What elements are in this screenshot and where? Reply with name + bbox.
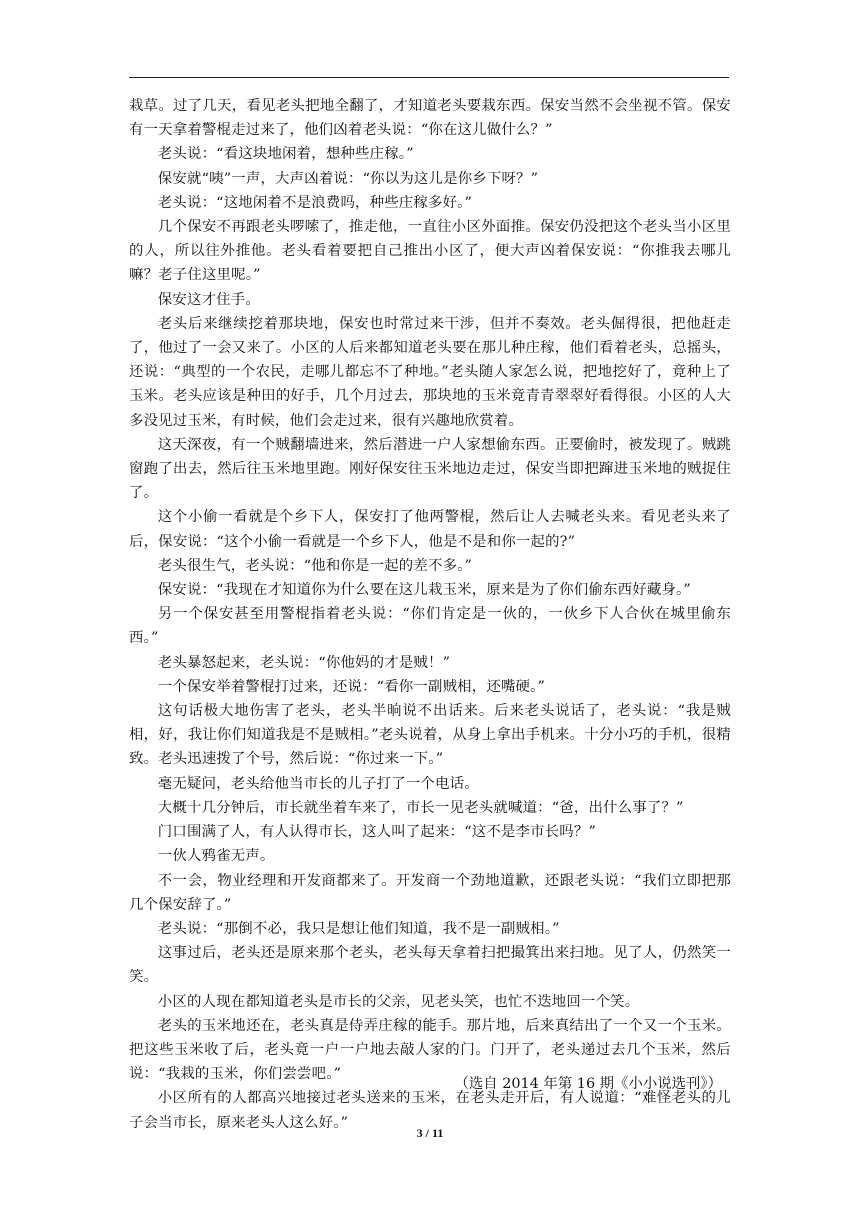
- paragraph: 老头很生气，老头说：“他和你是一起的差不多。”: [157, 557, 473, 574]
- paragraph: 不一会，物业经理和开发商都来了。开发商一个劲地道歉，还跟老头说：“我们立即把那几个保安辞了。”: [129, 872, 731, 913]
- paragraph: 老头说：“那倒不必，我只是想让他们知道，我不是一副贼相。”: [157, 920, 560, 937]
- paragraph: 这事过后，老头还是原来那个老头，老头每天拿着扫把撮箕出来扫地。见了人，仍然笑一笑。: [129, 945, 731, 986]
- paragraph: 小区所有的人都高兴地接过老头送来的玉米，在老头走开后，有人说道：“难怪老头的儿子会当市长，原来老头人这么好。”: [129, 1090, 731, 1131]
- source-citation: （选自 2014 年第 16 期《小小说选刊》）: [454, 1076, 722, 1092]
- paragraph: 老头说：“这地闲着不是浪费吗，种些庄稼多好。”: [157, 194, 473, 211]
- paragraph: 小区的人现在都知道老头是市长的父亲，见老头笑，也忙不迭地回一个笑。: [157, 993, 640, 1010]
- paragraph: 保安这才住手。: [157, 291, 260, 308]
- paragraph: 这天深夜，有一个贼翻墙进来，然后潜进一户人家想偷东西。正要偷时，被发现了。贼跳窗跑了出去，然后往玉米地里跑。刚好保安往玉米地边走过，保安当即把蹿进玉米地的贼捉住了。: [129, 436, 731, 502]
- paragraph: 这个小偷一看就是个乡下人，保安打了他两警棍，然后让人去喊老头来。看见老头来了后，保安说：“这个小偷一看就是一个乡下人，他是不是和你一起的?”: [129, 509, 731, 550]
- paragraph: 老头暴怒起来，老头说：“你他妈的才是贼！”: [157, 654, 451, 671]
- paragraph: 门口围满了人，有人认得市长，这人叫了起来：“这不是李市长吗？”: [157, 824, 597, 841]
- paragraph: 保安就“咦”一声，大声凶着说：“你以为这儿是你乡下呀？”: [157, 170, 539, 187]
- paragraph: 老头的玉米地还在，老头真是侍弄庄稼的能手。那片地，后来真结出了一个又一个玉米。把这些玉米收了后，老头竟一户一户地去敲人家的门。门开了，老头递过去几个玉米，然后说：“我栽的玉米，你们尝尝吧。”: [129, 1017, 731, 1083]
- paragraph: 毫无疑问，老头给他当市长的儿子打了一个电话。: [157, 775, 479, 792]
- paragraph: 几个保安不再跟老头啰嗦了，推走他，一直往小区外面推。保安仍没把这个老头当小区里的人，所以往外推他。老头看着要把自己推出小区了，便大声凶着保安说：“你推我去哪儿嘛？老子住这里呢。”: [129, 219, 731, 284]
- paragraph: 一个保安举着警棍打过来，还说：“看你一副贼相，还嘴硬。”: [157, 678, 546, 695]
- paragraph: 保安说：“我现在才知道你为什么要在这儿栽玉米，原来是为了你们偷东西好藏身。”: [157, 582, 691, 599]
- paragraph: 大概十几分钟后，市长就坐着车来了，市长一见老头就喊道：“爸，出什么事了？”: [157, 799, 684, 816]
- page-number: 3 / 11: [416, 1126, 444, 1140]
- paragraph: 一伙人鸦雀无声。: [157, 848, 275, 865]
- paragraph: 老头后来继续挖着那块地，保安也时常过来干涉，但并不奏效。老头倔得很，把他赶走了，他过了一会又来了。小区的人后来都知道老头要在那儿种庄稼，他们看着老头，总摇头，还说：“典型的一个农民，走哪儿都忘不了种地。”老头随人家怎么说，把地挖好了，竟种上了玉米。老头应该是种田的好手，几个月过去，那块地的玉米竟青青翠翠好看得很。小区的人大多没见过玉米，有时候，他们会走过来，很有兴趣地欣赏着。: [129, 315, 731, 429]
- paragraph: 另一个保安甚至用警棍指着老头说：“你们肯定是一伙的，一伙乡下人合伙在城里偷东西。”: [129, 606, 731, 647]
- story-body: [129, 94, 731, 1135]
- paragraph: 栽草。过了几天，看见老头把地全翻了，才知道老头要栽东西。保安当然不会坐视不管。保安有一天拿着警棍走过来了，他们凶着老头说：“你在这儿做什么？”: [129, 98, 731, 139]
- paragraph: 这句话极大地伤害了老头，老头半晌说不出话来。后来老头说话了，老头说：“我是贼相，好，我让你们知道我是不是贼相。”老头说着，从身上拿出手机来。十分小巧的手机，很精致。老头迅速拨了个号，然后说：“你过来一下。”: [129, 703, 731, 768]
- header-rule: [129, 77, 729, 78]
- paragraph: 老头说：“看这块地闲着，想种些庄稼。”: [157, 146, 414, 163]
